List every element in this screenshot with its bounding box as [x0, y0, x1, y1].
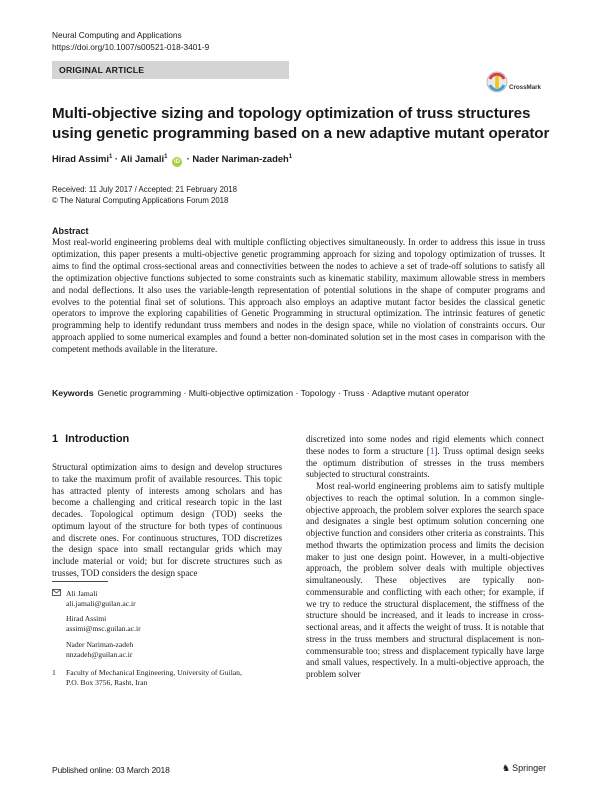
- contact-email[interactable]: assimi@msc.guilan.ac.ir: [66, 624, 141, 634]
- left-column: [52, 462, 282, 580]
- affiliation-mark: 1: [52, 668, 56, 678]
- section-number: 1: [52, 433, 59, 445]
- keywords-text: Genetic programming · Multi-objective optimization · Topology · Truss · Adaptive mutant operator: [97, 388, 470, 398]
- paragraph: discretized into some nodes and rigid elements which connect these nodes to form a structure [1]. Truss optimal design seeks the optimum distribution of stresses in the truss members subjected to structural constraints.: [306, 434, 544, 480]
- orcid-icon[interactable]: iD: [174, 159, 181, 165]
- copyright-notice: © The Natural Computing Applications Forum 2018: [52, 196, 229, 205]
- author-name[interactable]: Nader Nariman-zadeh: [192, 153, 289, 164]
- publisher-logo: [502, 763, 546, 774]
- article-title: [52, 104, 552, 144]
- section-heading: [52, 433, 129, 445]
- contact-name: Hirad Assimi: [66, 614, 107, 624]
- author-name[interactable]: Hirad Assimi: [52, 153, 109, 164]
- keywords-line: [52, 388, 469, 398]
- section-title: Introduction: [65, 433, 130, 445]
- contact-email[interactable]: ali.jamali@guilan.ac.ir: [66, 598, 136, 608]
- affiliation: [52, 668, 282, 687]
- abstract-text: Most real-world engineering problems deal with multiple conflicting objectives simultaneously. In order to address this issue in truss optimization, this paper presents a multi-objective genetic programming approach for sizing and topology optimization of trusses. It aims to find the optimal cross-sectional areas and connectivities between the nodes to achieve a set of trade-off solutions to satisfy all the optimization objective functions subjected to some constraints such as kinematic stability, maximum allowable stress in members and nodal deflections. It also uses the variable-length representation of potential solutions in the shape of computer programs and evolves to the potential final set of solutions. This approach also employs an adaptive mutant factor besides the classical genetic operators to improve the exploring capabilities of Genetic Programming in structural optimization. The intrinsic features of genetic programming help to identify redundant truss members and nodes in the design space, while no violation of constraints occurs. Our approach applied to some numerical examples and found a better non-dominated solution set in the most cases in comparison with the competent methods available in the literature.: [52, 237, 545, 355]
- contact-name: Nader Nariman-zadeh: [66, 639, 134, 649]
- author-affiliation-mark: 1: [288, 153, 293, 160]
- paragraph: Most real-world engineering problems aim to satisfy multiple objectives to reach the optimal solution. In a common single-objective approach, the problem solver explores the search space and designates a single best optimum solution concerning one objective function and considers other criteria as constraints. This method thwarts the optimization process and limits the decision maker to just one design point. However, in a multi-objective approach, the problem solver deals with multiple objectives simultaneously. These objectives are typically non-commensurable and conflicting with each other; for example, if we try to reduce the structural displacement, the stiffness of the structure should be increased, and it leads to increase in cross-sectional areas, and it affects the weight of truss. It is notable that stress in the truss members and structural displacement is non-commensurable too; stress and displacement typically have large and small values, respectively. In a multi-objective approach, the problem solver: [306, 481, 544, 679]
- right-column: [306, 434, 544, 681]
- citation-link[interactable]: 1: [429, 445, 435, 456]
- affiliation-line: P.O. Box 3756, Rasht, Iran: [66, 677, 148, 687]
- article-dates: [52, 184, 237, 206]
- author-contact: [52, 614, 282, 633]
- affiliation-line: Faculty of Mechanical Engineering, University of Guilan,: [66, 668, 242, 678]
- author-separator: ·: [186, 153, 190, 164]
- author-contact: [52, 640, 282, 659]
- footnote-divider: [52, 581, 108, 582]
- received-accepted-dates: Received: 11 July 2017 / Accepted: 21 February 2018: [52, 185, 237, 194]
- springer-horse-icon: ♞: [502, 763, 511, 773]
- crossmark-icon: [486, 71, 508, 97]
- author-affiliation-mark: 1: [108, 153, 113, 160]
- crossmark-badge[interactable]: [486, 71, 542, 107]
- contact-email[interactable]: nnzadeh@guilan.ac.ir: [66, 649, 133, 659]
- publisher-name: Springer: [512, 763, 547, 773]
- journal-name: Neural Computing and Applications: [52, 30, 182, 40]
- author-list: [52, 153, 292, 167]
- paragraph: Structural optimization aims to design and develop structures to take the maximum profit of available resources. This topic has attracted plenty of interests among scholars and has become a challenging and critical research topic in the last decades. Topological optimum design (TOD) seeks the optimum layout of the structure for both types of continuous and discrete ones. For continuous structures, TOD discretizes the design space into small rectangular grids which may include material or void; but for discrete structures such as trusses, TOD considers the design space: [52, 462, 282, 578]
- contact-name: Ali Jamali: [66, 589, 98, 598]
- article-type-banner: ORIGINAL ARTICLE: [52, 61, 289, 79]
- envelope-icon: [52, 589, 61, 599]
- author-affiliation-mark: 1: [164, 153, 168, 160]
- author-separator: ·: [114, 153, 119, 164]
- title-line-1: Multi-objective sizing and topology optimization of truss structures: [52, 105, 531, 122]
- footnotes: [52, 589, 282, 694]
- published-online-date: Published online: 03 March 2018: [52, 765, 170, 775]
- doi-link[interactable]: https://doi.org/10.1007/s00521-018-3401-9: [52, 41, 210, 52]
- corresponding-author-contact: [52, 589, 282, 608]
- abstract-heading: Abstract: [52, 226, 89, 236]
- title-line-2: using genetic programming based on a new adaptive mutant operator: [52, 125, 550, 142]
- journal-header: [52, 30, 209, 53]
- crossmark-label: CrossMark: [509, 84, 541, 91]
- keywords-label: Keywords: [52, 388, 94, 398]
- author-name[interactable]: Ali Jamali: [120, 153, 165, 164]
